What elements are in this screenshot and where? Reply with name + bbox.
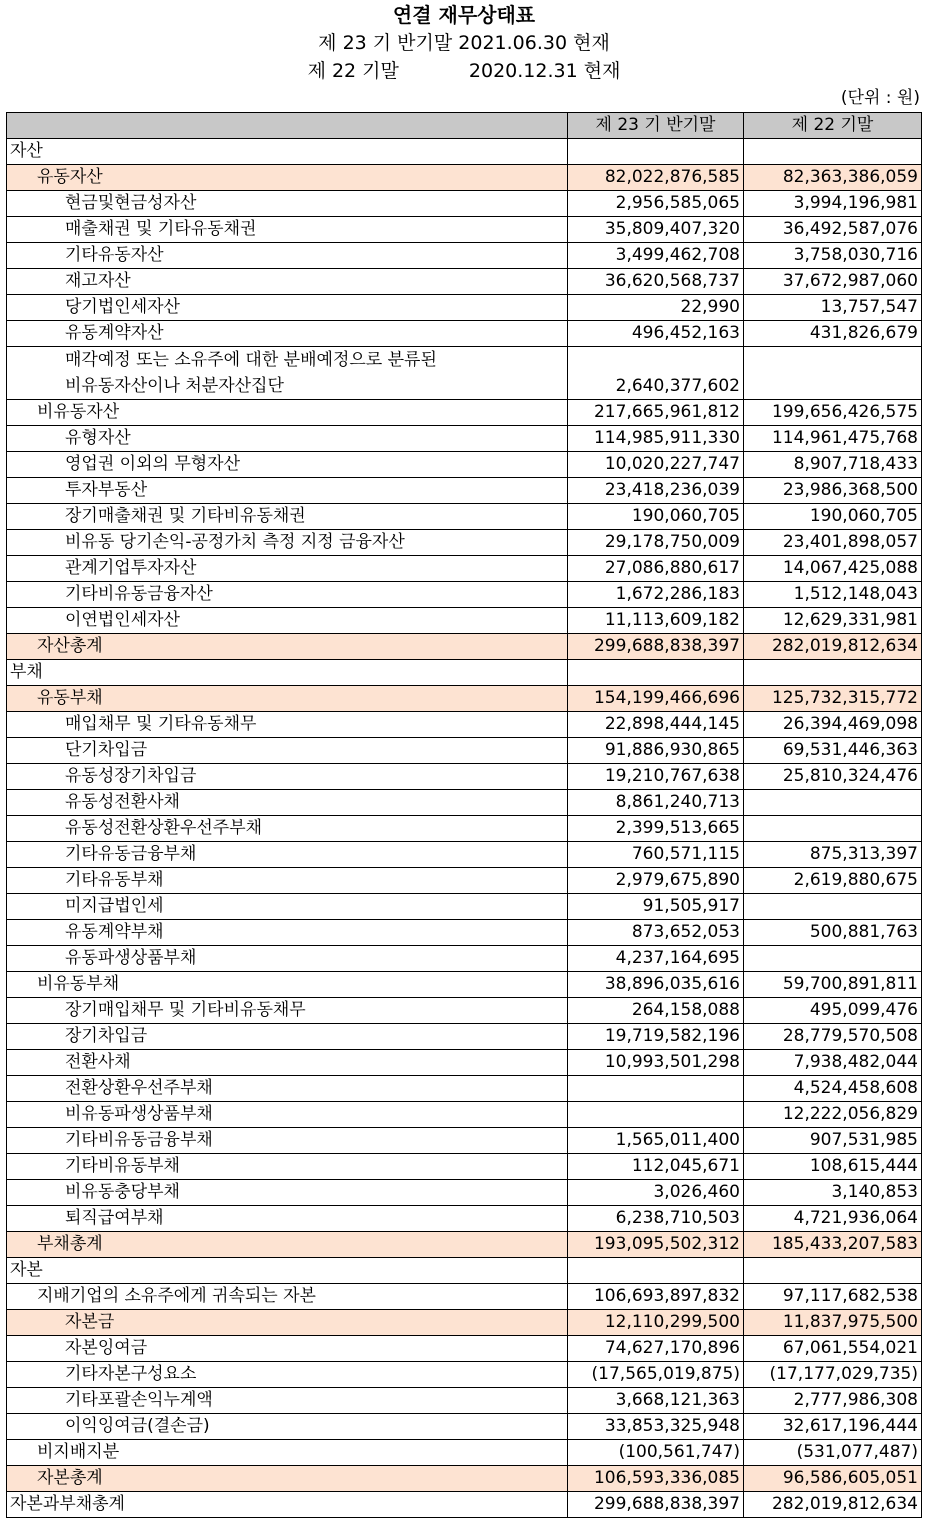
- value-current: 91,505,917: [568, 894, 744, 920]
- value-prior: 67,061,554,021: [744, 1336, 922, 1362]
- row-label: 단기차입금: [7, 738, 568, 764]
- value-prior: 23,986,368,500: [744, 478, 922, 504]
- row-label: 비지배지분: [7, 1440, 568, 1466]
- value-current: [568, 1076, 744, 1102]
- value-prior: [744, 347, 922, 400]
- table-row: [7, 269, 922, 295]
- table-row: [7, 946, 922, 972]
- row-label: 유형자산: [7, 426, 568, 452]
- value-prior: 59,700,891,811: [744, 972, 922, 998]
- value-current: 106,693,897,832: [568, 1284, 744, 1310]
- value-prior: 185,433,207,583: [744, 1232, 922, 1258]
- row-label: 비유동부채: [7, 972, 568, 998]
- table-row: [7, 139, 922, 165]
- table-row: [7, 217, 922, 243]
- table-row: [7, 1284, 922, 1310]
- value-prior: [744, 894, 922, 920]
- report-header: [0, 0, 928, 112]
- row-label: 비유동충당부채: [7, 1180, 568, 1206]
- table-row: [7, 165, 922, 191]
- row-label: 비유동파생상품부채: [7, 1102, 568, 1128]
- row-label: 현금및현금성자산: [7, 191, 568, 217]
- table-row: [7, 1102, 922, 1128]
- value-current: 12,110,299,500: [568, 1310, 744, 1336]
- value-prior: 23,401,898,057: [744, 530, 922, 556]
- value-prior: [744, 946, 922, 972]
- value-prior: 199,656,426,575: [744, 400, 922, 426]
- row-label: 기타포괄손익누계액: [7, 1388, 568, 1414]
- table-row: [7, 764, 922, 790]
- value-current: 29,178,750,009: [568, 530, 744, 556]
- row-label: 유동성장기차입금: [7, 764, 568, 790]
- period-prior: [0, 57, 928, 85]
- page-title: 연결 재무상태표: [392, 3, 536, 27]
- value-prior: 3,994,196,981: [744, 191, 922, 217]
- table-row: [7, 920, 922, 946]
- value-prior: 282,019,812,634: [744, 1492, 922, 1518]
- value-prior: [744, 660, 922, 686]
- value-prior: 13,757,547: [744, 295, 922, 321]
- row-label: 전환상환우선주부채: [7, 1076, 568, 1102]
- value-current: 11,113,609,182: [568, 608, 744, 634]
- value-current: 27,086,880,617: [568, 556, 744, 582]
- value-current: (17,565,019,875): [568, 1362, 744, 1388]
- table-row: [7, 790, 922, 816]
- value-prior: 1,512,148,043: [744, 582, 922, 608]
- row-label: 부채총계: [7, 1232, 568, 1258]
- value-current: 1,565,011,400: [568, 1128, 744, 1154]
- value-current: 3,668,121,363: [568, 1388, 744, 1414]
- value-prior: [744, 1258, 922, 1284]
- value-current: [568, 660, 744, 686]
- unit-label: (단위 : 원): [840, 88, 920, 108]
- value-prior: 36,492,587,076: [744, 217, 922, 243]
- table-row: [7, 1128, 922, 1154]
- value-prior: 82,363,386,059: [744, 165, 922, 191]
- row-label: 기타유동부채: [7, 868, 568, 894]
- row-label: 당기법인세자산: [7, 295, 568, 321]
- value-current: 112,045,671: [568, 1154, 744, 1180]
- value-prior: 14,067,425,088: [744, 556, 922, 582]
- table-row: [7, 426, 922, 452]
- table-row: [7, 295, 922, 321]
- row-label: 자산: [7, 139, 568, 165]
- table-row: [7, 347, 922, 400]
- table-row: [7, 452, 922, 478]
- table-row: [7, 868, 922, 894]
- table-row: [7, 1206, 922, 1232]
- row-label: 자본과부채총계: [7, 1492, 568, 1518]
- row-label-line2: 비유동자산이나 처분자산집단: [65, 376, 284, 396]
- value-prior: 12,629,331,981: [744, 608, 922, 634]
- value-prior: (531,077,487): [744, 1440, 922, 1466]
- table-row: [7, 1154, 922, 1180]
- value-prior: 495,099,476: [744, 998, 922, 1024]
- row-label: 매출채권 및 기타유동채권: [7, 217, 568, 243]
- value-current: 264,158,088: [568, 998, 744, 1024]
- value-prior: 69,531,446,363: [744, 738, 922, 764]
- value-prior: 11,837,975,500: [744, 1310, 922, 1336]
- value-current: 190,060,705: [568, 504, 744, 530]
- table-row: [7, 738, 922, 764]
- value-prior: 26,394,469,098: [744, 712, 922, 738]
- table-row: [7, 1362, 922, 1388]
- row-label: 부채: [7, 660, 568, 686]
- table-row: [7, 1050, 922, 1076]
- row-label: 기타자본구성요소: [7, 1362, 568, 1388]
- row-label: 이익잉여금(결손금): [7, 1414, 568, 1440]
- column-header-item: [7, 113, 568, 139]
- value-prior: 4,721,936,064: [744, 1206, 922, 1232]
- value-prior: 108,615,444: [744, 1154, 922, 1180]
- row-label: 유동자산: [7, 165, 568, 191]
- table-row: [7, 556, 922, 582]
- value-prior: [744, 816, 922, 842]
- value-prior: 431,826,679: [744, 321, 922, 347]
- row-label-line1: 매각예정 또는 소유주에 대한 분배예정으로 분류된: [65, 350, 437, 370]
- value-prior: 8,907,718,433: [744, 452, 922, 478]
- row-label: 지배기업의 소유주에게 귀속되는 자본: [7, 1284, 568, 1310]
- value-prior: 4,524,458,608: [744, 1076, 922, 1102]
- table-row: [7, 400, 922, 426]
- row-label: 유동성전환사채: [7, 790, 568, 816]
- value-current: (100,561,747): [568, 1440, 744, 1466]
- table-row: [7, 634, 922, 660]
- row-label: 영업권 이외의 무형자산: [7, 452, 568, 478]
- row-label: 전환사채: [7, 1050, 568, 1076]
- value-current: 74,627,170,896: [568, 1336, 744, 1362]
- column-header-prior: 제 22 기말: [744, 113, 922, 139]
- value-prior: 96,586,605,051: [744, 1466, 922, 1492]
- value-current: 193,095,502,312: [568, 1232, 744, 1258]
- row-label: 자본금: [7, 1310, 568, 1336]
- row-label: 유동계약자산: [7, 321, 568, 347]
- value-current: 3,499,462,708: [568, 243, 744, 269]
- value-prior: (17,177,029,735): [744, 1362, 922, 1388]
- value-prior: 3,140,853: [744, 1180, 922, 1206]
- value-prior: 125,732,315,772: [744, 686, 922, 712]
- value-prior: 114,961,475,768: [744, 426, 922, 452]
- row-label: 기타유동금융부채: [7, 842, 568, 868]
- value-prior: 282,019,812,634: [744, 634, 922, 660]
- value-current: 10,020,227,747: [568, 452, 744, 478]
- row-label: 장기매입채무 및 기타비유동채무: [7, 998, 568, 1024]
- table-row: [7, 1466, 922, 1492]
- row-label: 유동성전환상환우선주부채: [7, 816, 568, 842]
- value-current: [568, 1258, 744, 1284]
- table-row: [7, 998, 922, 1024]
- table-row: [7, 530, 922, 556]
- row-label: 퇴직급여부채: [7, 1206, 568, 1232]
- value-current: 8,861,240,713: [568, 790, 744, 816]
- row-label: 기타비유동금융부채: [7, 1128, 568, 1154]
- value-prior: 28,779,570,508: [744, 1024, 922, 1050]
- value-prior: 190,060,705: [744, 504, 922, 530]
- row-label: 관계기업투자자산: [7, 556, 568, 582]
- value-current: 2,640,377,602: [568, 347, 744, 400]
- row-label: 자본: [7, 1258, 568, 1284]
- value-current: [568, 139, 744, 165]
- value-prior: 25,810,324,476: [744, 764, 922, 790]
- value-current: 10,993,501,298: [568, 1050, 744, 1076]
- table-row: [7, 1232, 922, 1258]
- row-label: 유동계약부채: [7, 920, 568, 946]
- value-current: 38,896,035,616: [568, 972, 744, 998]
- table-header-row: [7, 113, 922, 139]
- table-row: [7, 686, 922, 712]
- table-row: [7, 1180, 922, 1206]
- row-label: 장기차입금: [7, 1024, 568, 1050]
- row-label: 이연법인세자산: [7, 608, 568, 634]
- row-label: 장기매출채권 및 기타비유동채권: [7, 504, 568, 530]
- value-current: 2,956,585,065: [568, 191, 744, 217]
- value-current: 33,853,325,948: [568, 1414, 744, 1440]
- value-current: 22,990: [568, 295, 744, 321]
- value-prior: 37,672,987,060: [744, 269, 922, 295]
- value-prior: 875,313,397: [744, 842, 922, 868]
- value-current: 2,399,513,665: [568, 816, 744, 842]
- value-prior: 2,619,880,675: [744, 868, 922, 894]
- table-row: [7, 816, 922, 842]
- value-current: 217,665,961,812: [568, 400, 744, 426]
- table-row: [7, 842, 922, 868]
- table-row: [7, 478, 922, 504]
- value-current: 19,719,582,196: [568, 1024, 744, 1050]
- table-row: [7, 712, 922, 738]
- table-row: [7, 1440, 922, 1466]
- table-row: [7, 1310, 922, 1336]
- row-label: 유동파생상품부채: [7, 946, 568, 972]
- value-current: 2,979,675,890: [568, 868, 744, 894]
- value-current: 496,452,163: [568, 321, 744, 347]
- row-label: 자본총계: [7, 1466, 568, 1492]
- row-label: 재고자산: [7, 269, 568, 295]
- table-row: [7, 972, 922, 998]
- row-label: [7, 347, 568, 400]
- row-label: 유동부채: [7, 686, 568, 712]
- row-label: 자산총계: [7, 634, 568, 660]
- value-prior: 12,222,056,829: [744, 1102, 922, 1128]
- value-prior: [744, 139, 922, 165]
- value-current: 760,571,115: [568, 842, 744, 868]
- table-row: [7, 1414, 922, 1440]
- value-current: 35,809,407,320: [568, 217, 744, 243]
- table-row: [7, 608, 922, 634]
- value-current: 3,026,460: [568, 1180, 744, 1206]
- column-header-current: 제 23 기 반기말: [568, 113, 744, 139]
- balance-sheet-table: [6, 112, 922, 1518]
- table-body: [7, 139, 922, 1518]
- table-row: [7, 243, 922, 269]
- table-row: [7, 582, 922, 608]
- table-row: [7, 504, 922, 530]
- row-label: 매입채무 및 기타유동채무: [7, 712, 568, 738]
- value-current: 91,886,930,865: [568, 738, 744, 764]
- value-prior: [744, 790, 922, 816]
- row-label: 미지급법인세: [7, 894, 568, 920]
- table-row: [7, 1388, 922, 1414]
- table-row: [7, 1258, 922, 1284]
- table-row: [7, 660, 922, 686]
- value-current: 154,199,466,696: [568, 686, 744, 712]
- row-label: 기타유동자산: [7, 243, 568, 269]
- value-current: 6,238,710,503: [568, 1206, 744, 1232]
- row-label: 비유동 당기손익-공정가치 측정 지정 금융자산: [7, 530, 568, 556]
- row-label: 투자부동산: [7, 478, 568, 504]
- value-current: 114,985,911,330: [568, 426, 744, 452]
- value-current: 4,237,164,695: [568, 946, 744, 972]
- value-prior: 2,777,986,308: [744, 1388, 922, 1414]
- row-label: 비유동자산: [7, 400, 568, 426]
- table-row: [7, 321, 922, 347]
- value-current: 299,688,838,397: [568, 634, 744, 660]
- period-prior-label: 제 22 기말: [307, 60, 399, 82]
- value-current: [568, 1102, 744, 1128]
- value-current: 19,210,767,638: [568, 764, 744, 790]
- value-prior: 500,881,763: [744, 920, 922, 946]
- value-current: 36,620,568,737: [568, 269, 744, 295]
- value-prior: 32,617,196,444: [744, 1414, 922, 1440]
- value-current: 23,418,236,039: [568, 478, 744, 504]
- value-current: 1,672,286,183: [568, 582, 744, 608]
- table-row: [7, 1492, 922, 1518]
- value-current: 299,688,838,397: [568, 1492, 744, 1518]
- value-current: 82,022,876,585: [568, 165, 744, 191]
- value-prior: 3,758,030,716: [744, 243, 922, 269]
- row-label: 자본잉여금: [7, 1336, 568, 1362]
- row-label: 기타비유동금융자산: [7, 582, 568, 608]
- value-prior: 7,938,482,044: [744, 1050, 922, 1076]
- period-current: 제 23 기 반기말 2021.06.30 현재: [318, 32, 610, 54]
- row-label: 기타비유동부채: [7, 1154, 568, 1180]
- table-row: [7, 1336, 922, 1362]
- value-prior: 97,117,682,538: [744, 1284, 922, 1310]
- table-row: [7, 191, 922, 217]
- value-current: 22,898,444,145: [568, 712, 744, 738]
- value-current: 873,652,053: [568, 920, 744, 946]
- value-current: 106,593,336,085: [568, 1466, 744, 1492]
- table-row: [7, 1076, 922, 1102]
- table-row: [7, 894, 922, 920]
- period-prior-date: 2020.12.31 현재: [468, 60, 621, 82]
- value-prior: 907,531,985: [744, 1128, 922, 1154]
- table-row: [7, 1024, 922, 1050]
